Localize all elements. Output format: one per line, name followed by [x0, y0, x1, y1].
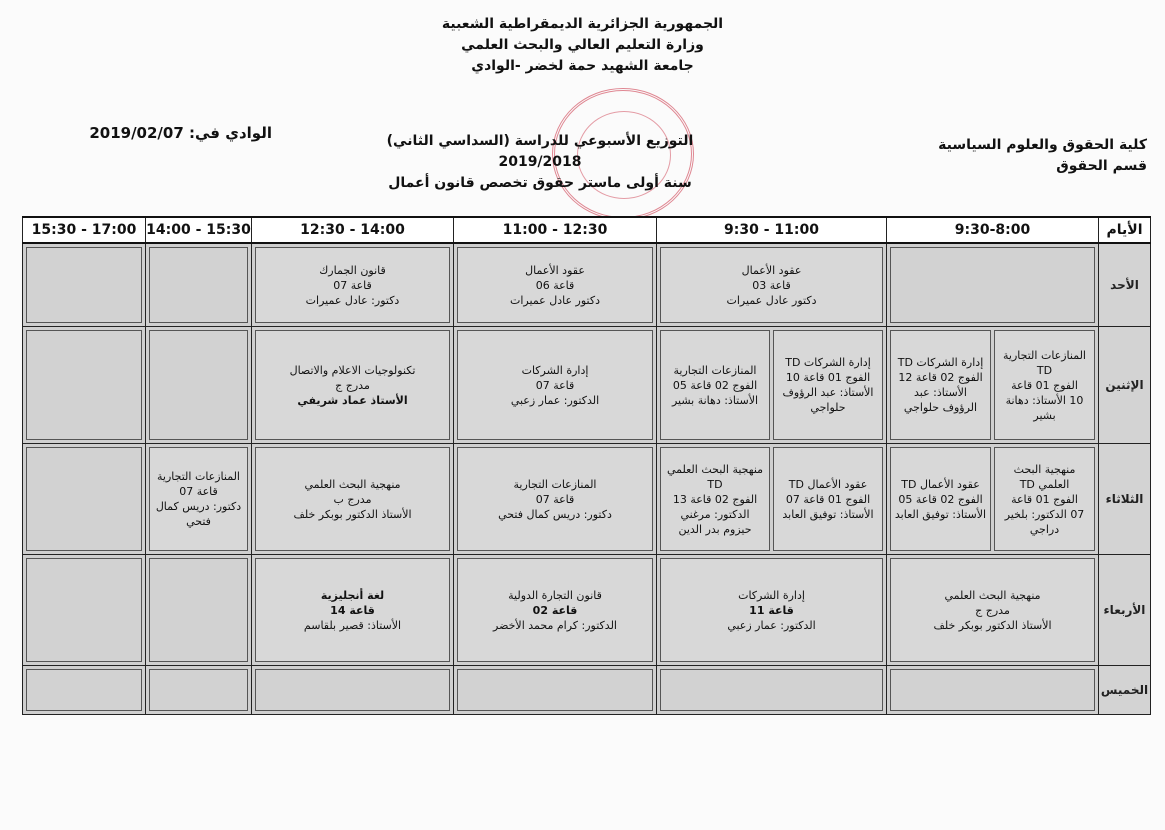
course-teacher: دكتور: دريس كمال فتحي	[498, 507, 612, 521]
empty-slot	[255, 669, 450, 711]
tuesday-slot-4	[252, 444, 454, 555]
course-box-group-2	[660, 330, 770, 440]
course-box	[457, 247, 653, 323]
empty-slot	[26, 247, 142, 323]
sunday-slot-2	[657, 243, 887, 327]
row-monday	[23, 327, 1151, 444]
monday-slot-3	[454, 327, 657, 444]
course-name: منهجية البحث	[1013, 462, 1076, 476]
empty-slot	[890, 247, 1095, 323]
course-name: المنازعات التجارية	[157, 470, 240, 483]
wednesday-slot-5	[146, 555, 252, 666]
course-room: قاعة 06	[535, 278, 575, 292]
course-name: عقود الأعمال	[525, 263, 585, 277]
course-room: مدرج ب	[333, 492, 372, 506]
course-teacher-cont: حلواجي	[810, 401, 846, 414]
course-group-room: الفوج 02 قاعة 05	[672, 378, 758, 392]
course-box	[149, 447, 248, 551]
course-teacher: 07 الدكتور: بلخير	[1004, 507, 1085, 521]
republic-line: الجمهورية الجزائرية الديمقراطية الشعبية	[441, 16, 724, 32]
sunday-slot-5	[146, 243, 252, 327]
split-slot	[890, 447, 1095, 551]
course-teacher: الأستاذ الدكتور بوبكر خلف	[293, 507, 412, 521]
empty-slot	[26, 330, 142, 440]
empty-slot	[149, 669, 248, 711]
split-slot	[660, 330, 883, 440]
course-teacher: دكتور: عادل عميرات	[305, 293, 400, 307]
thursday-slot-3	[454, 666, 657, 715]
course-box	[457, 330, 653, 440]
monday-slot-4	[252, 327, 454, 444]
course-box-group-1	[773, 330, 883, 440]
course-name: عقود الأعمال TD	[901, 477, 980, 491]
course-name: المنازعات التجارية	[1003, 348, 1086, 362]
header-slot-5: 15:30 - 14:00	[146, 217, 252, 243]
course-box	[660, 247, 883, 323]
course-room: قاعة 14	[330, 603, 375, 617]
course-box	[890, 558, 1095, 662]
header-slot-3: 12:30 - 11:00	[454, 217, 657, 243]
day-wednesday: الأربعاء	[1099, 555, 1151, 666]
course-teacher-cont: دراجي	[1029, 522, 1060, 536]
course-box-group-1	[994, 330, 1095, 440]
course-type: العلمي TD	[1019, 477, 1070, 491]
thursday-slot-5	[146, 666, 252, 715]
course-name: المنازعات التجارية	[673, 363, 757, 377]
course-box	[660, 558, 883, 662]
row-tuesday	[23, 444, 1151, 555]
ministry-line: وزارة التعليم العالي والبحث العلمي	[461, 37, 704, 53]
thursday-slot-1	[887, 666, 1099, 715]
schedule-title	[360, 131, 720, 194]
sunday-slot-4	[252, 243, 454, 327]
course-room: قاعة 02	[532, 603, 578, 617]
tuesday-slot-1	[887, 444, 1099, 555]
empty-slot	[26, 447, 142, 551]
official-header	[0, 14, 1165, 77]
course-teacher: الأستاذ: عبد الرؤوف	[782, 386, 874, 399]
course-teacher: دكتور: دريس كمال	[155, 500, 242, 513]
sunday-slot-3	[454, 243, 657, 327]
course-box-group-2	[890, 330, 991, 440]
course-teacher-cont: الرؤوف حلواجي	[903, 401, 978, 414]
header-slot-1: 9:30-8:00	[887, 217, 1099, 243]
course-teacher: الأستاذ الدكتور بوبكر خلف	[933, 618, 1052, 632]
weekly-schedule-table	[22, 216, 1151, 715]
course-room: قاعة 03	[752, 278, 791, 292]
course-teacher: الدكتور: عمار زعبي	[510, 393, 600, 407]
course-group-room: الفوج 01 قاعة 10	[785, 371, 871, 384]
header-slot-4: 14:00 - 12:30	[252, 217, 454, 243]
tuesday-slot-5	[146, 444, 252, 555]
course-name: منهجية البحث العلمي	[304, 477, 401, 491]
tuesday-slot-2	[657, 444, 887, 555]
course-name: قانون الجمارك	[319, 263, 386, 277]
empty-slot	[149, 330, 248, 440]
course-room: مدرج ج	[335, 378, 370, 392]
course-box	[255, 558, 450, 662]
header-slot-6: 17:00 - 15:30	[23, 217, 146, 243]
course-name: عقود الأعمال TD	[788, 477, 868, 491]
course-box	[457, 558, 653, 662]
course-name: عقود الأعمال	[741, 263, 802, 277]
course-teacher: الدكتور: كرام محمد الأخضر	[493, 618, 617, 632]
course-box-group-2	[890, 447, 991, 551]
monday-slot-1	[887, 327, 1099, 444]
course-name: إدارة الشركات TD	[897, 356, 984, 369]
course-group-room: الفوج 02 قاعة 12	[898, 371, 983, 384]
course-teacher: الأستاذ: توفيق العابد	[894, 507, 987, 521]
course-box	[457, 447, 653, 551]
split-slot	[890, 330, 1095, 440]
wednesday-slot-1	[887, 555, 1099, 666]
monday-slot-2	[657, 327, 887, 444]
course-name: إدارة الشركات TD	[785, 356, 871, 369]
empty-slot	[26, 558, 142, 662]
split-slot	[660, 447, 883, 551]
wednesday-slot-6	[23, 555, 146, 666]
course-group-room: الفوج 02 قاعة 13	[672, 492, 758, 506]
department-name: قسم الحقوق	[1056, 158, 1147, 174]
course-group-room: الفوج 01 قاعة	[1011, 492, 1078, 506]
faculty-block	[847, 135, 1147, 177]
course-name: تكنولوجيات الاعلام والاتصال	[289, 363, 416, 377]
course-name: قانون التجارة الدولية	[508, 588, 602, 602]
thursday-slot-2	[657, 666, 887, 715]
course-teacher: دكتور عادل عميرات	[726, 293, 817, 307]
sunday-slot-1	[887, 243, 1099, 327]
course-name: المنازعات التجارية	[513, 477, 597, 491]
course-room: قاعة 07	[535, 492, 575, 506]
empty-slot	[660, 669, 883, 711]
course-group-room: الفوج 01 قاعة 07	[785, 492, 871, 506]
tuesday-slot-3	[454, 444, 657, 555]
course-teacher-cont: بشير	[1033, 408, 1056, 422]
date-line: الوادي في: 2019/02/07	[89, 124, 272, 142]
course-box-group-2	[660, 447, 770, 551]
course-teacher: الأستاذ: قصير بلقاسم	[303, 618, 402, 632]
header-slot-2: 11:00 - 9:30	[657, 217, 887, 243]
day-sunday: الأحد	[1099, 243, 1151, 327]
day-thursday: الخميس	[1099, 666, 1151, 715]
row-thursday	[23, 666, 1151, 715]
course-box-group-1	[994, 447, 1095, 551]
row-sunday	[23, 243, 1151, 327]
university-line: جامعة الشهيد حمة لخضر -الوادي	[471, 58, 694, 74]
tuesday-slot-6	[23, 444, 146, 555]
course-teacher: الدكتور: مرغني	[680, 507, 750, 521]
course-teacher: الأستاذ: توفيق العابد	[782, 507, 874, 521]
course-teacher: 10 الأستاذ: دهانة	[1005, 393, 1084, 407]
course-teacher: الأستاذ عماد شريفي	[297, 393, 408, 407]
thursday-slot-6	[23, 666, 146, 715]
empty-slot	[149, 558, 248, 662]
course-teacher: الدكتور: عمار زعبي	[727, 618, 816, 632]
course-teacher-cont: فتحي	[186, 515, 211, 528]
title-line-1: التوزيع الأسبوعي للدراسة (السداسي الثاني) 2019/2018	[386, 133, 694, 170]
course-group-room: الفوج 01 قاعة	[1011, 378, 1078, 392]
course-room: قاعة 07	[179, 485, 218, 498]
course-name: إدارة الشركات	[521, 363, 589, 377]
sunday-slot-6	[23, 243, 146, 327]
thursday-slot-4	[252, 666, 454, 715]
course-type: TD	[707, 477, 723, 491]
course-room: مدرج ج	[975, 603, 1010, 617]
course-box	[255, 447, 450, 551]
course-name: إدارة الشركات	[738, 588, 805, 602]
monday-slot-5	[146, 327, 252, 444]
course-name: منهجية البحث العلمي	[666, 462, 764, 476]
day-monday: الإثنين	[1099, 327, 1151, 444]
empty-slot	[457, 669, 653, 711]
course-box-group-1	[773, 447, 883, 551]
course-room: قاعة 11	[749, 603, 794, 617]
empty-slot	[26, 669, 142, 711]
title-line-2: سنة أولى ماستر حقوق تخصص قانون أعمال	[388, 175, 692, 191]
course-teacher: الأستاذ: عبد	[914, 386, 967, 399]
course-name: منهجية البحث العلمي	[944, 588, 1041, 602]
faculty-name: كلية الحقوق والعلوم السياسية	[938, 137, 1147, 153]
wednesday-slot-3	[454, 555, 657, 666]
course-teacher-cont: حيزوم بدر الدين	[678, 522, 752, 536]
day-tuesday: الثلاثاء	[1099, 444, 1151, 555]
course-type: TD	[1036, 363, 1053, 377]
header-days: الأيام	[1099, 217, 1151, 243]
empty-slot	[149, 247, 248, 323]
course-box	[255, 247, 450, 323]
header-row	[23, 217, 1151, 243]
wednesday-slot-2	[657, 555, 887, 666]
course-teacher: دكتور عادل عميرات	[510, 293, 600, 307]
course-name: لغة أنجليزية	[320, 588, 385, 602]
course-box	[255, 330, 450, 440]
empty-slot	[890, 669, 1095, 711]
course-group-room: الفوج 02 قاعة 05	[898, 492, 983, 506]
monday-slot-6	[23, 327, 146, 444]
course-teacher: الأستاذ: دهانة بشير	[671, 393, 759, 407]
course-room: قاعة 07	[333, 278, 372, 292]
course-room: قاعة 07	[535, 378, 575, 392]
row-wednesday	[23, 555, 1151, 666]
wednesday-slot-4	[252, 555, 454, 666]
